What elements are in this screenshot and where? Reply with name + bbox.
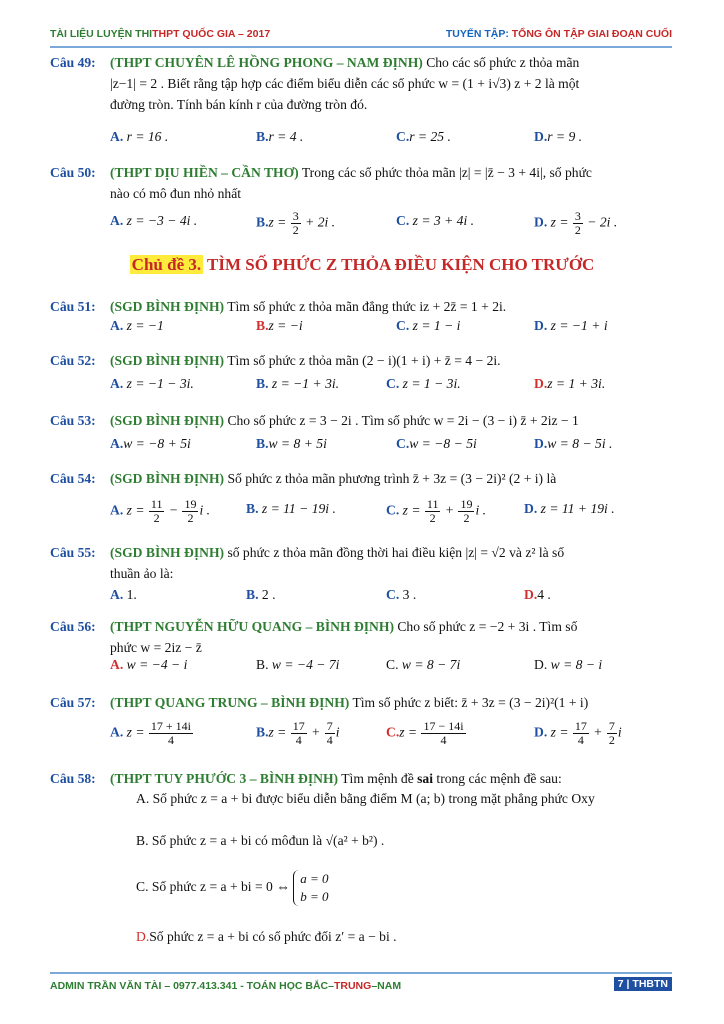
question-text: Tìm mệnh đề	[338, 771, 418, 786]
question-text: phức w = 2iz − z̄	[110, 640, 202, 655]
page-header	[50, 20, 672, 48]
option-d: D.4 .	[524, 587, 551, 602]
option-a: A. w = −4 − i	[110, 657, 188, 672]
header-right-lead: TUYỂN TẬP:	[445, 28, 512, 40]
question-body	[110, 350, 674, 371]
option-d: D.w = 8 − 5i .	[534, 436, 613, 451]
header-right-rest: TỔNG ÔN TẬP GIAI ĐOẠN CUỐI	[511, 28, 672, 40]
statement-c: C. Số phức z = a + bi = 0 ⇔ a = 0 b = 0	[136, 871, 329, 904]
question-source: (SGD BÌNH ĐỊNH)	[110, 545, 225, 560]
question-text: Số phức z thỏa mãn phương trình z̄ + 3z = (3 − 2i)² (2 + i) là	[224, 471, 557, 486]
question-text: đường tròn. Tính bán kính r của đường tròn đó.	[110, 97, 368, 112]
statement-d: D.Số phức z = a + bi có số phức đối z′ = a − bi .	[136, 929, 397, 944]
option-d: D. z = 11 + 19i .	[524, 501, 615, 516]
question-body	[110, 52, 674, 115]
question-text: Tìm số phức z thỏa mãn (2 − i)(1 + i) + z̄ = 4 − 2i.	[224, 353, 501, 368]
option-a: A.w = −8 + 5i	[110, 436, 191, 451]
option-c: C. z = $\frac{11}{2}$ + $\frac{19}{2}$ i .	[386, 497, 487, 525]
question-text: Cho số phức z = 3 − 2i . Tìm số phức w = 2i − (3 − i) z̄ + 2iz − 1	[224, 413, 579, 428]
option-d: D.z = 1 + 3i.	[534, 376, 606, 391]
option-c: C.r = 25 .	[396, 129, 451, 144]
footer-left: ADMIN TRẦN VĂN TÀI – 0977.413.341 - TOÁN HỌC BẮC–TRUNG–NAM	[50, 980, 402, 992]
question-source: (THPT CHUYÊN LÊ HỒNG PHONG – NAM ĐỊNH)	[110, 55, 423, 70]
question-body	[110, 542, 674, 584]
option-a: A. z = $\frac{11}{2}$ − $\frac{19}{2}$ i .	[110, 497, 211, 525]
option-b: B.r = 4 .	[256, 129, 304, 144]
option-c: C.z = $\frac{17 - 14i}{4}$	[386, 719, 464, 747]
option-c: C. z = 1 − i	[396, 318, 461, 333]
option-c: C. z = 1 − 3i.	[386, 376, 461, 391]
question-body	[110, 410, 674, 431]
question-text: Tìm số phức z biết: z̄ + 3z = (3 − 2i)²(1 + i)	[349, 695, 589, 710]
topic-label: Chủ đề 3.	[131, 255, 202, 274]
question-number: Câu 49:	[50, 55, 96, 70]
question-source: (THPT NGUYỄN HỮU QUANG – BÌNH ĐỊNH)	[110, 619, 394, 634]
question-text: nào có mô đun nhỏ nhất	[110, 186, 242, 201]
question-number: Câu 54:	[50, 471, 96, 486]
option-d: D. z = $\frac{3}{2}$ − 2i .	[534, 209, 618, 237]
option-b: B.z = $\frac{3}{2}$ + 2i .	[256, 209, 336, 237]
question-text: số phức z thỏa mãn đồng thời hai điều kiện |z| = √2 và z² là số	[224, 545, 565, 560]
question-body	[110, 468, 674, 489]
question-body	[110, 768, 674, 789]
option-d: D. w = 8 − i	[534, 657, 603, 672]
header-left-b: THPT QUỐC GIA – 2017	[152, 28, 271, 40]
option-a: A. z = −1	[110, 318, 164, 333]
question-number: Câu 55:	[50, 545, 96, 560]
option-a: A. z = −3 − 4i .	[110, 213, 198, 228]
question-source: (THPT TUY PHƯỚC 3 – BÌNH ĐỊNH)	[110, 771, 339, 786]
option-b: B.z = −i	[256, 318, 303, 333]
question-source: (SGD BÌNH ĐỊNH)	[110, 413, 225, 428]
option-c: C.w = −8 − 5i	[396, 436, 477, 451]
option-d: D. z = −1 + i	[534, 318, 608, 333]
question-source: (SGD BÌNH ĐỊNH)	[110, 299, 225, 314]
page-number-badge: 7 | THBTN	[614, 977, 672, 991]
option-c: C. 3 .	[386, 587, 417, 602]
question-text: trong các mệnh đề sau:	[433, 771, 562, 786]
statement-a: A. Số phức z = a + bi được biểu diễn bằng điểm M (a; b) trong mặt phẳng phức Oxy	[136, 791, 595, 806]
option-b: B.w = 8 + 5i	[256, 436, 327, 451]
topic-title: TÌM SỐ PHỨC Z THỎA ĐIỀU KIỆN CHO TRƯỚC	[203, 255, 595, 274]
question-number: Câu 52:	[50, 353, 96, 368]
question-text: Cho các số phức z thỏa mãn	[422, 55, 580, 70]
header-right	[446, 28, 672, 40]
option-b: B. w = −4 − 7i	[256, 657, 340, 672]
option-a: A. 1.	[110, 587, 137, 602]
question-source: (THPT QUANG TRUNG – BÌNH ĐỊNH)	[110, 695, 350, 710]
question-body	[110, 296, 674, 317]
page-footer	[50, 972, 672, 994]
option-c: C. w = 8 − 7i	[386, 657, 461, 672]
question-text-emphasis: sai	[417, 771, 434, 786]
statement-b: B. Số phức z = a + bi có môđun là √(a² + b²) .	[136, 833, 385, 848]
question-source: (THPT DỊU HIỀN – CẦN THƠ)	[110, 165, 299, 180]
option-c: C. z = 3 + 4i .	[396, 213, 475, 228]
question-body	[110, 616, 674, 658]
question-number: Câu 50:	[50, 165, 96, 180]
question-source: (SGD BÌNH ĐỊNH)	[110, 353, 225, 368]
option-a: A. z = $\frac{17 + 14i}{4}$	[110, 719, 191, 747]
equation-system: a = 0 b = 0	[293, 870, 328, 906]
option-a: A. z = −1 − 3i.	[110, 376, 194, 391]
option-b: B. 2 .	[246, 587, 276, 602]
question-number: Câu 51:	[50, 299, 96, 314]
option-b: B. z = 11 − 19i .	[246, 501, 336, 516]
option-b: B. z = −1 + 3i.	[256, 376, 340, 391]
option-d: D.r = 9 .	[534, 129, 583, 144]
question-number: Câu 58:	[50, 771, 96, 786]
question-body	[110, 692, 674, 713]
question-text: thuần ảo là:	[110, 566, 174, 581]
question-text: |z−1| = 2 . Biết rằng tập hợp các điểm biểu diễn các số phức w = (1 + i√3) z + 2 là một	[110, 76, 580, 91]
option-a: A. r = 16 .	[110, 129, 169, 144]
question-number: Câu 53:	[50, 413, 96, 428]
question-number: Câu 57:	[50, 695, 96, 710]
option-d: D. z = $\frac{17}{4}$ + $\frac{7}{2}$ i	[534, 719, 622, 747]
question-text: Tìm số phức z thỏa mãn đẳng thức iz + 2z̄ = 1 + 2i.	[224, 299, 507, 314]
header-left-a: TÀI LIỆU LUYỆN THI	[50, 28, 153, 40]
topic-heading	[50, 254, 674, 275]
question-text: Cho số phức z = −2 + 3i . Tìm số	[393, 619, 578, 634]
question-source: (SGD BÌNH ĐỊNH)	[110, 471, 225, 486]
question-body	[110, 162, 674, 204]
option-b: B.z = $\frac{17}{4}$ + $\frac{7}{4}$ i	[256, 719, 340, 747]
header-left	[50, 28, 270, 40]
question-text: Trong các số phức thỏa mãn |z| = |z̄ − 3 + 4i|, số phức	[298, 165, 592, 180]
question-number: Câu 56:	[50, 619, 96, 634]
